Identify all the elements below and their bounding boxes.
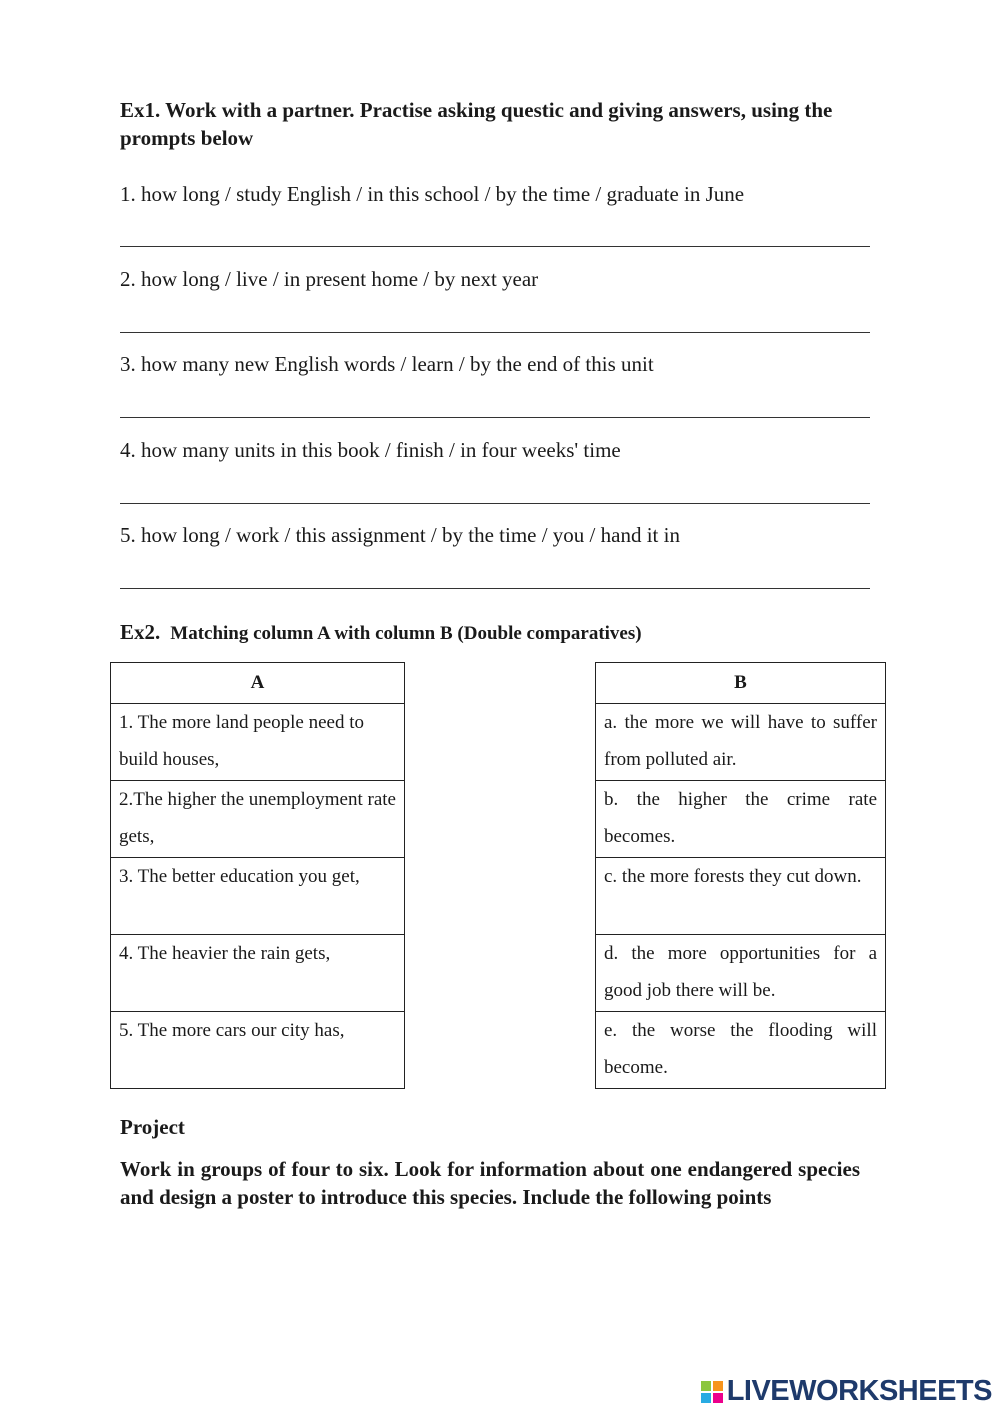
column-a-table xyxy=(110,662,405,1089)
ex1-prompt-5: 5. how long / work / this assignment / by the time / you / hand it in xyxy=(120,523,680,547)
column-a-item-5: 5. The more cars our city has, xyxy=(111,1012,405,1089)
column-b-item-a: a. the more we will have to suffer from polluted air. xyxy=(596,704,886,781)
project-instructions: Work in groups of four to six. Look for information about one endangered species and design a poster to introduce this species. Include the following points xyxy=(120,1157,860,1209)
ex1-prompt-3: 3. how many new English words / learn / by the end of this unit xyxy=(120,352,654,376)
ex1-prompt-1: 1. how long / study English / in this school / by the time / graduate in June xyxy=(120,182,745,206)
column-a-item-1: 1. The more land people need to build houses, xyxy=(111,704,405,781)
ex1-answer-line-3[interactable] xyxy=(120,417,870,418)
ex1-title: Ex1. Work with a partner. Practise asking questic and giving answers, using the prompts below xyxy=(120,98,833,150)
column-a-item-2: 2.The higher the unemployment rate gets, xyxy=(111,781,405,858)
liveworksheets-logo[interactable] xyxy=(701,1375,992,1408)
column-b-item-d: d. the more opportunities for a good job there will be. xyxy=(596,935,886,1012)
ex1-answer-line-2[interactable] xyxy=(120,332,870,333)
ex1-answer-line-1[interactable] xyxy=(120,246,870,247)
ex2-title: Matching column A with column B (Double comparatives) xyxy=(170,623,642,644)
ex1-answer-line-5[interactable] xyxy=(120,588,870,589)
column-b-table xyxy=(595,662,886,1089)
column-b-item-b: b. the higher the crime rate becomes. xyxy=(596,781,886,858)
ex1-prompt-4: 4. how many units in this book / finish / in four weeks' time xyxy=(120,438,621,462)
ex1-prompt-2: 2. how long / live / in present home / by next year xyxy=(120,267,539,291)
column-b-item-e: e. the worse the flooding will become. xyxy=(596,1012,886,1089)
column-b-item-c: c. the more forests they cut down. xyxy=(596,858,886,935)
column-a-header: A xyxy=(111,663,405,704)
project-title: Project xyxy=(120,1115,185,1139)
ex1-answer-line-4[interactable] xyxy=(120,503,870,504)
ex2-heading xyxy=(120,620,642,645)
column-a-item-3: 3. The better education you get, xyxy=(111,858,405,935)
liveworksheets-logo-text: LIVEWORKSHEETS xyxy=(726,1375,992,1407)
column-a-item-4: 4. The heavier the rain gets, xyxy=(111,935,405,1012)
column-b-header: B xyxy=(596,663,886,704)
ex2-label: Ex2. xyxy=(120,620,161,644)
liveworksheets-logo-icon xyxy=(701,1381,723,1403)
